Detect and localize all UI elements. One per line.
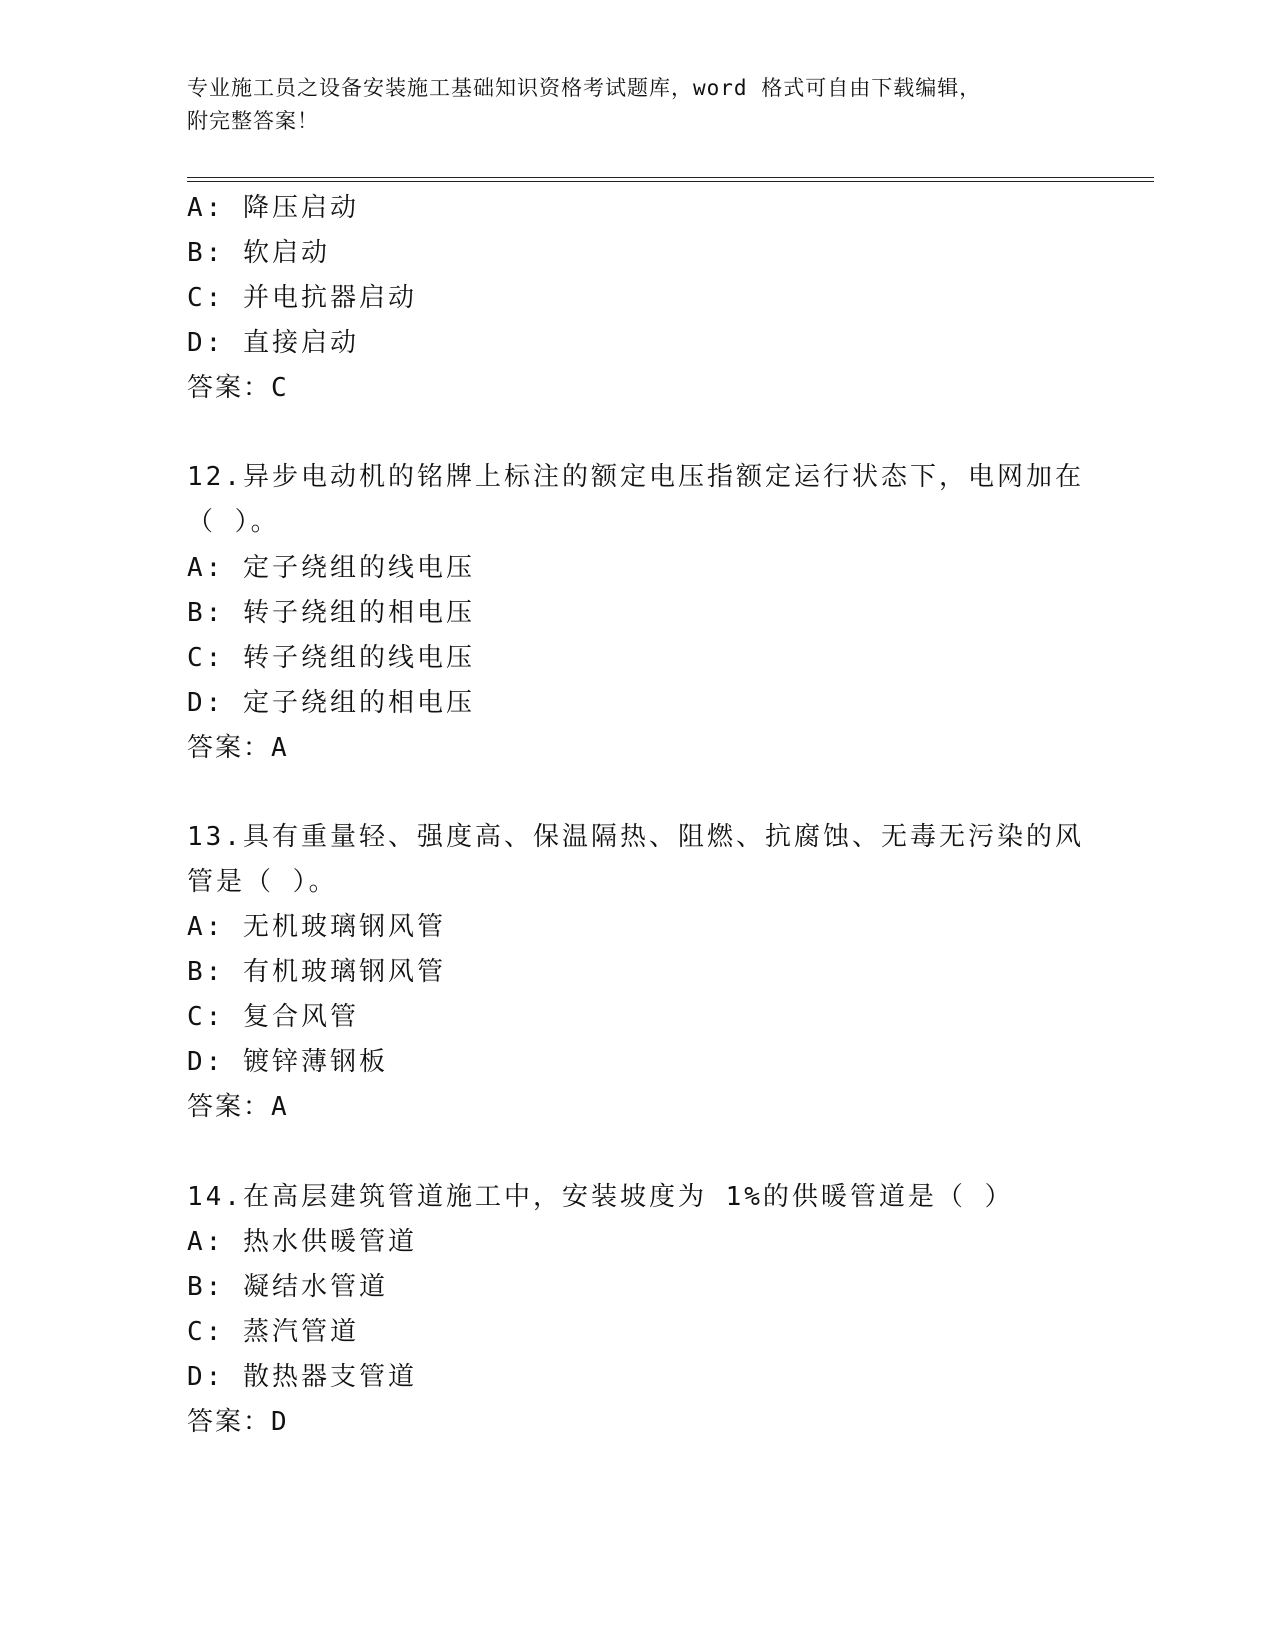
q12-answer: 答案：A <box>187 733 289 763</box>
q12-option-b: B: 转子绕组的相电压 <box>187 598 475 628</box>
q14-option-b: B: 凝结水管道 <box>187 1272 388 1302</box>
q13-stem-line-1: 13.具有重量轻、强度高、保温隔热、阻燃、抗腐蚀、无毒无污染的风 <box>187 822 1084 852</box>
q11-option-d: D: 直接启动 <box>187 328 359 358</box>
document-header <box>187 72 1087 138</box>
q12-option-a: A: 定子绕组的线电压 <box>187 553 475 583</box>
q14-option-d: D: 散热器支管道 <box>187 1362 417 1392</box>
q14-answer: 答案：D <box>187 1407 289 1437</box>
q12-option-d: D: 定子绕组的相电压 <box>187 688 475 718</box>
q13-option-c: C: 复合风管 <box>187 1002 359 1032</box>
q13-stem-line-2: 管是（ ）。 <box>187 867 338 897</box>
header-line-2: 附完整答案！ <box>187 109 319 133</box>
q11-answer: 答案：C <box>187 373 289 403</box>
header-divider-bottom <box>187 181 1154 182</box>
q11-option-c: C: 并电抗器启动 <box>187 283 417 313</box>
q13-option-d: D: 镀锌薄钢板 <box>187 1047 388 1077</box>
q11-option-a: A: 降压启动 <box>187 193 359 223</box>
q12-option-c: C: 转子绕组的线电压 <box>187 643 475 673</box>
q13-answer: 答案：A <box>187 1092 289 1122</box>
q11-option-b: B: 软启动 <box>187 238 330 268</box>
q12-stem-line-1: 12.异步电动机的铭牌上标注的额定电压指额定运行状态下，电网加在 <box>187 462 1084 492</box>
q13-option-b: B: 有机玻璃钢风管 <box>187 957 446 987</box>
q14-option-a: A: 热水供暖管道 <box>187 1227 417 1257</box>
q14-stem-line-1: 14.在高层建筑管道施工中，安装坡度为 1%的供暖管道是（ ） <box>187 1182 1014 1212</box>
q14-option-c: C: 蒸汽管道 <box>187 1317 359 1347</box>
header-divider-top <box>187 177 1154 178</box>
q13-option-a: A: 无机玻璃钢风管 <box>187 912 446 942</box>
header-line-1: 专业施工员之设备安装施工基础知识资格考试题库，word 格式可自由下载编辑， <box>187 76 982 100</box>
q12-stem-line-2: （ ）。 <box>187 507 280 537</box>
